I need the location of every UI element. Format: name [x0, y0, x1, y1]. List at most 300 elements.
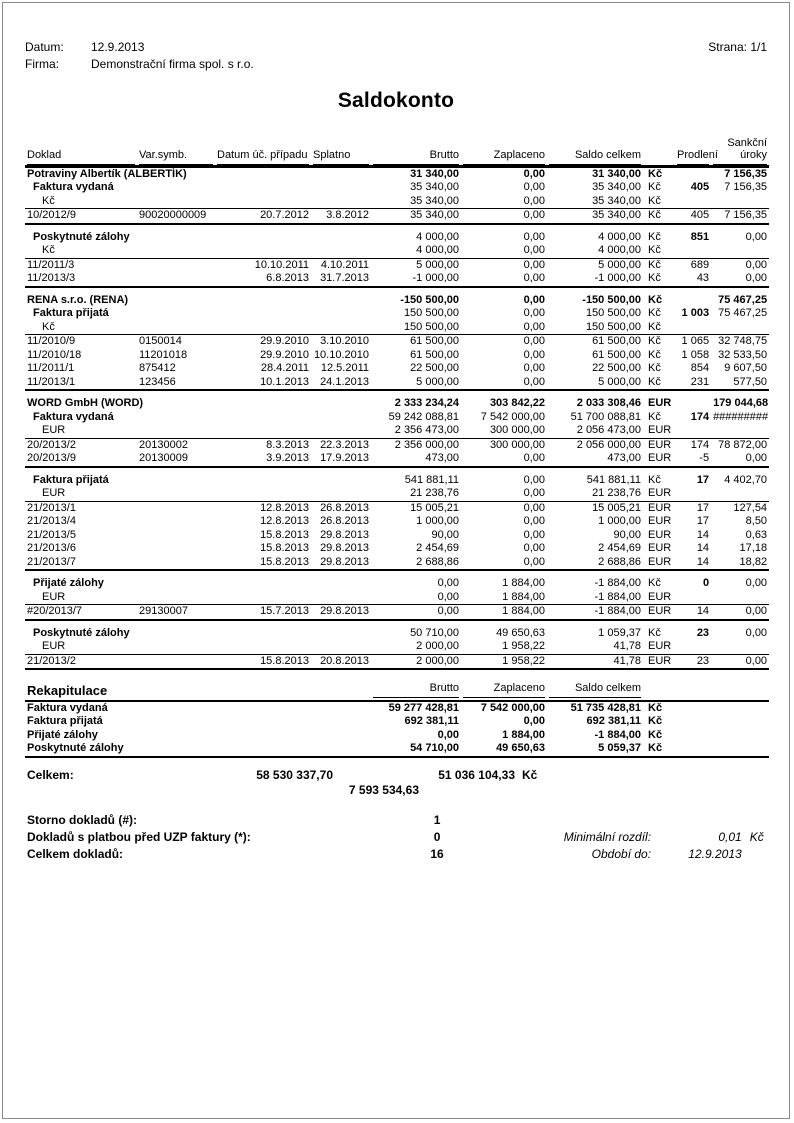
cell-saldo: 35 340,00	[547, 209, 643, 224]
table-row	[25, 654, 769, 669]
cell-uroky: 75 467,25	[718, 293, 768, 306]
table-row	[25, 321, 769, 335]
table-row	[25, 181, 769, 195]
cell-splatno: 22.3.2013	[311, 438, 371, 452]
cell-prodleni	[675, 424, 711, 438]
cell-mena: Kč	[643, 166, 675, 181]
cell-zaplaceno: 1 958,22	[461, 654, 547, 669]
cell-doklad: 10/2012/9	[25, 209, 137, 224]
cell-uroky: 0,00	[745, 577, 768, 589]
footer-row	[25, 812, 769, 829]
table-row	[25, 376, 769, 391]
table-row	[25, 294, 769, 308]
celkem-table	[25, 768, 769, 798]
cell-prodleni: 1 003	[681, 307, 710, 319]
cell-mena: EUR	[648, 542, 672, 554]
cell-label: Kč	[42, 244, 55, 256]
rekap-mena: Kč	[648, 728, 663, 741]
cell-zaplaceno: 0,00	[523, 307, 545, 319]
row-spacer	[25, 390, 769, 397]
cell-splatno: 3.10.2010	[311, 335, 371, 349]
cell-splatno: 12.5.2011	[320, 362, 369, 374]
rekapitulace-row	[25, 742, 769, 757]
cell-label: Faktura vydaná	[33, 181, 114, 193]
cell-zaplaceno: 1 884,00	[502, 577, 545, 589]
cell-datum: 10.1.2013	[215, 376, 311, 391]
cell-brutto: 4 000,00	[416, 230, 459, 243]
celkem-row-2	[25, 783, 769, 798]
cell-splatno: 29.8.2013	[311, 556, 371, 571]
footer-label: Storno dokladů (#):	[27, 812, 137, 827]
table-row	[25, 166, 769, 181]
cell-brutto: 2 000,00	[416, 640, 459, 652]
rekapitulace-row	[25, 729, 769, 743]
cell-zaplaceno: 0,00	[523, 293, 545, 306]
cell-brutto: 150 500,00	[403, 320, 459, 333]
table-row	[25, 577, 769, 591]
saldo-table-body	[25, 166, 769, 669]
cell-brutto: 35 340,00	[371, 209, 461, 224]
cell-doklad: 21/2013/4	[27, 515, 76, 527]
cell-uroky: 0,00	[745, 230, 768, 243]
cell-zaplaceno: 0,00	[523, 181, 545, 193]
table-row	[25, 209, 769, 224]
cell-saldo: 150 500,00	[585, 320, 641, 333]
cell-prodleni	[675, 487, 711, 501]
rekap-saldo: -1 884,00	[594, 728, 641, 741]
cell-prodleni: 17	[675, 501, 711, 515]
cell-doklad: 21/2013/1	[25, 501, 137, 515]
rekapitulace-row	[25, 715, 769, 729]
cell-zaplaceno: 0,00	[523, 542, 545, 554]
celkem-label: Celkem:	[27, 767, 74, 782]
table-row	[25, 487, 769, 501]
table-row	[25, 424, 769, 438]
cell-brutto: 150 500,00	[403, 307, 459, 319]
cell-brutto: 21 238,76	[410, 487, 459, 499]
cell-mena: Kč	[648, 307, 661, 319]
cell-prodleni: 174	[690, 410, 710, 423]
cell-mena: EUR	[643, 654, 675, 669]
cell-prodleni	[675, 397, 711, 411]
cell-brutto: 90,00	[431, 528, 459, 541]
rekap-brutto: 59 277 428,81	[388, 701, 459, 714]
celkem-row	[25, 768, 769, 783]
table-row	[25, 515, 769, 529]
table-row	[25, 529, 769, 543]
cell-prodleni	[675, 195, 711, 209]
cell-mena: Kč	[648, 577, 661, 589]
cell-brutto: 15 005,21	[371, 501, 461, 515]
firma-label: Firma:	[25, 57, 59, 71]
cell-uroky: 8,50	[745, 515, 768, 527]
cell-brutto: 61 500,00	[410, 348, 459, 361]
footer-note-mena	[744, 812, 769, 829]
cell-uroky: 32 748,75	[711, 335, 769, 349]
rekap-label: Faktura přijatá	[27, 715, 103, 727]
cell-saldo: -1 884,00	[594, 590, 641, 603]
cell-uroky: #########	[713, 410, 769, 423]
cell-datum: 15.8.2013	[215, 654, 311, 669]
rekap-brutto: 0,00	[437, 728, 459, 741]
cell-uroky: 179 044,68	[713, 397, 769, 409]
cell-uroky: 7 156,35	[724, 181, 768, 193]
cell-prodleni	[675, 294, 711, 308]
rekap-label: Faktura vydaná	[27, 701, 108, 714]
cell-uroky	[711, 321, 769, 335]
cell-brutto: 541 881,11	[404, 473, 459, 486]
cell-saldo: 15 005,21	[547, 501, 643, 515]
cell-uroky	[711, 424, 769, 438]
cell-label: RENA s.r.o. (RENA)	[27, 293, 129, 306]
cell-uroky: 0,00	[711, 654, 769, 669]
cell-saldo: 2 056 000,00	[547, 438, 643, 452]
cell-brutto: 35 340,00	[410, 181, 459, 193]
rekap-brutto: 692 381,11	[404, 715, 459, 727]
cell-zaplaceno: 1 958,22	[502, 640, 545, 652]
rekap-zaplaceno: 1 884,00	[502, 728, 545, 741]
col-header-doklad: Doklad	[27, 149, 135, 165]
cell-saldo: 150 500,00	[585, 307, 641, 319]
cell-uroky: 0,00	[711, 452, 769, 467]
table-row	[25, 258, 769, 272]
table-row	[25, 556, 769, 571]
cell-prodleni: 851	[690, 230, 710, 243]
cell-brutto: 2 356 473,00	[394, 424, 459, 436]
cell-saldo: 2 688,86	[547, 556, 643, 571]
cell-brutto: 31 340,00	[371, 166, 461, 181]
cell-brutto: 5 000,00	[371, 376, 461, 391]
cell-prodleni: 689	[675, 258, 711, 272]
cell-mena: Kč	[643, 258, 675, 272]
cell-datum: 8.3.2013	[215, 438, 311, 452]
cell-zaplaceno: 0,00	[523, 230, 545, 243]
cell-saldo: 2 033 308,46	[576, 397, 641, 409]
footer-count: 1	[433, 812, 441, 827]
rekap-saldo: 692 381,11	[586, 715, 641, 727]
cell-mena: Kč	[648, 181, 661, 193]
cell-saldo: -1 000,00	[547, 272, 643, 287]
cell-doklad: 20/2013/9	[25, 452, 137, 467]
cell-brutto: 61 500,00	[371, 335, 461, 349]
cell-zaplaceno: 303 842,22	[489, 397, 545, 409]
table-row	[25, 272, 769, 287]
cell-uroky: 577,50	[711, 376, 769, 391]
cell-brutto: 2 333 234,24	[394, 397, 459, 409]
cell-mena: Kč	[643, 335, 675, 349]
col-header-zaplaceno: Zaplaceno	[463, 149, 545, 165]
rekap-mena: Kč	[643, 742, 675, 757]
cell-brutto: 0,00	[437, 577, 459, 589]
rekapitulace-header-row	[25, 682, 769, 701]
cell-zaplaceno: 0,00	[461, 335, 547, 349]
cell-mena: EUR	[643, 605, 675, 620]
cell-doklad: 11/2010/18	[27, 348, 82, 361]
cell-zaplaceno: 0,00	[461, 272, 547, 287]
cell-mena: EUR	[643, 452, 675, 467]
cell-prodleni: 231	[675, 376, 711, 391]
cell-doklad: 21/2013/7	[25, 556, 137, 571]
cell-mena: Kč	[648, 362, 661, 374]
row-spacer	[25, 570, 769, 577]
table-row	[25, 244, 769, 258]
cell-saldo: 5 000,00	[547, 258, 643, 272]
page-header	[25, 39, 767, 73]
cell-brutto: 59 242 088,81	[388, 410, 459, 423]
footer-note-label	[484, 812, 653, 829]
footer-note-value	[653, 812, 744, 829]
cell-prodleni	[675, 591, 711, 605]
cell-zaplaceno: 0,00	[523, 473, 545, 486]
table-row	[25, 335, 769, 349]
table-row	[25, 591, 769, 605]
cell-saldo: 51 700 088,81	[570, 410, 641, 423]
cell-datum: 15.8.2013	[260, 528, 309, 541]
cell-label: Faktura vydaná	[33, 410, 114, 423]
cell-mena: EUR	[643, 556, 675, 571]
rekap-mena: Kč	[648, 701, 663, 714]
cell-varsymb	[137, 272, 215, 287]
footer-row	[25, 846, 769, 863]
cell-datum: 29.9.2010	[260, 348, 309, 361]
cell-saldo: 35 340,00	[592, 181, 641, 193]
datum-value: 12.9.2013	[91, 40, 145, 54]
cell-saldo: 41,78	[613, 640, 641, 652]
report-title: Saldokonto	[337, 89, 455, 112]
cell-zaplaceno: 0,00	[461, 209, 547, 224]
cell-zaplaceno: 49 650,63	[496, 626, 545, 639]
cell-brutto: 5 000,00	[371, 258, 461, 272]
cell-prodleni	[675, 244, 711, 258]
rekap-zaplaceno: 7 542 000,00	[480, 701, 545, 714]
cell-doklad: 20/2013/2	[25, 438, 137, 452]
cell-varsymb: 0150014	[137, 335, 215, 349]
cell-uroky	[711, 195, 769, 209]
header-row-sankcni	[25, 137, 769, 149]
cell-prodleni: -5	[675, 452, 711, 467]
table-row	[25, 605, 769, 620]
cell-uroky: 75 467,25	[718, 307, 768, 319]
rekap-mena: Kč	[648, 715, 663, 727]
table-row	[25, 501, 769, 515]
cell-varsymb: 123456	[137, 376, 215, 391]
cell-doklad: 11/2011/3	[25, 258, 137, 272]
cell-label: Poskytnuté zálohy	[33, 626, 130, 639]
cell-varsymb: 875412	[139, 362, 176, 374]
cell-label: Kč	[42, 320, 55, 333]
cell-mena: Kč	[643, 209, 675, 224]
cell-varsymb	[137, 542, 215, 556]
col-header-prodleni: Prodlení	[677, 149, 709, 165]
cell-brutto: 35 340,00	[410, 194, 459, 207]
cell-mena: EUR	[648, 528, 672, 541]
cell-zaplaceno: 1 884,00	[502, 590, 545, 603]
cell-prodleni: 23	[675, 654, 711, 669]
cell-saldo: 31 340,00	[547, 166, 643, 181]
cell-zaplaceno: 0,00	[523, 244, 545, 256]
table-row	[25, 438, 769, 452]
cell-mena: EUR	[648, 590, 672, 603]
cell-label: Poskytnuté zálohy	[33, 230, 130, 243]
cell-uroky: 32 533,50	[718, 348, 768, 361]
cell-mena: Kč	[648, 230, 661, 243]
cell-varsymb: 20130009	[137, 452, 215, 467]
cell-uroky: 78 872,00	[711, 438, 769, 452]
footer-note-mena	[744, 846, 769, 863]
cell-varsymb: 29130007	[137, 605, 215, 620]
cell-zaplaceno: 1 884,00	[461, 605, 547, 620]
cell-prodleni: 14	[675, 605, 711, 620]
cell-saldo: -150 500,00	[582, 293, 641, 306]
cell-uroky: 0,00	[745, 626, 768, 639]
cell-zaplaceno: 0,00	[461, 501, 547, 515]
cell-saldo: 35 340,00	[592, 194, 641, 207]
col-header-saldo: Saldo celkem	[549, 149, 641, 165]
col-header-datum: Datum úč. případu	[217, 149, 309, 165]
footer-summary	[25, 812, 769, 863]
cell-splatno: 3.8.2012	[311, 209, 371, 224]
cell-varsymb	[137, 556, 215, 571]
table-row	[25, 474, 769, 488]
cell-splatno: 26.8.2013	[311, 501, 371, 515]
firma-value: Demonstrační firma spol. s r.o.	[91, 57, 254, 71]
cell-varsymb	[137, 529, 215, 543]
celkem-saldo: 51 036 104,33	[438, 767, 515, 782]
footer-count: 0	[433, 829, 441, 844]
cell-uroky: 127,54	[711, 501, 769, 515]
cell-label: WORD GmbH (WORD)	[27, 397, 144, 409]
col-header-splatno: Splatno	[313, 149, 369, 165]
footer-count: 16	[430, 846, 444, 861]
cell-doklad: 11/2010/9	[25, 335, 137, 349]
cell-uroky: 0,00	[711, 258, 769, 272]
table-row	[25, 397, 769, 411]
cell-zaplaceno: 0,00	[523, 362, 545, 374]
cell-datum: 15.7.2013	[215, 605, 311, 620]
row-spacer	[25, 467, 769, 474]
table-row	[25, 195, 769, 209]
cell-doklad: 21/2013/6	[27, 542, 76, 554]
footer-note-label: Minimální rozdíl:	[563, 829, 652, 844]
cell-label: Potraviny Albertík (ALBERTÍK)	[25, 166, 371, 181]
cell-mena: EUR	[643, 438, 675, 452]
cell-doklad: 11/2011/1	[27, 362, 75, 374]
cell-prodleni: 0	[702, 577, 710, 589]
cell-mena: Kč	[648, 244, 661, 256]
cell-prodleni: 405	[675, 209, 711, 224]
cell-mena: EUR	[648, 640, 672, 652]
cell-varsymb	[137, 258, 215, 272]
footer-note-mena: Kč	[749, 829, 764, 844]
cell-uroky	[711, 591, 769, 605]
cell-datum: 10.10.2011	[215, 258, 311, 272]
cell-varsymb	[137, 654, 215, 669]
cell-prodleni: 14	[696, 542, 710, 554]
rekap-saldo: 5 059,37	[547, 742, 643, 757]
cell-prodleni: 405	[690, 181, 710, 193]
cell-zaplaceno: 300 000,00	[489, 424, 545, 436]
table-row	[25, 231, 769, 245]
cell-mena: Kč	[643, 272, 675, 287]
row-spacer	[25, 224, 769, 231]
saldo-table-header	[25, 137, 769, 166]
rekap-saldo: 51 735 428,81	[570, 701, 641, 714]
cell-saldo: -1 884,00	[594, 577, 641, 589]
header-row-labels	[25, 149, 769, 166]
cell-zaplaceno: 0,00	[461, 258, 547, 272]
table-row	[25, 452, 769, 467]
rekapitulace-body	[25, 701, 769, 757]
cell-prodleni: 1 058	[681, 348, 710, 361]
cell-label: EUR	[42, 487, 66, 499]
cell-zaplaceno: 7 542 000,00	[480, 410, 545, 423]
rekap-brutto: 54 710,00	[371, 742, 461, 757]
cell-datum: 28.4.2011	[260, 362, 309, 374]
cell-brutto: 2 356 000,00	[371, 438, 461, 452]
cell-brutto: 4 000,00	[416, 244, 459, 256]
saldo-table	[25, 137, 769, 670]
cell-zaplaceno: 0,00	[461, 376, 547, 391]
celkem-zaplaceno-line2: 7 593 534,63	[348, 782, 419, 797]
cell-uroky: 7 156,35	[711, 166, 769, 181]
cell-uroky: 0,00	[711, 272, 769, 287]
cell-saldo: 61 500,00	[547, 335, 643, 349]
rekap-header-saldo: Saldo celkem	[549, 682, 641, 698]
cell-mena: Kč	[648, 348, 661, 361]
cell-prodleni: 14	[696, 528, 710, 541]
cell-datum: 6.8.2013	[215, 272, 311, 287]
rekap-filler	[675, 729, 769, 743]
cell-saldo: 5 000,00	[547, 376, 643, 391]
cell-varsymb	[137, 515, 215, 529]
rekap-zaplaceno: 0,00	[523, 715, 545, 727]
cell-label: EUR	[42, 640, 66, 652]
cell-splatno: 17.9.2013	[311, 452, 371, 467]
table-row	[25, 362, 769, 376]
footer-row	[25, 829, 769, 846]
cell-splatno: 26.8.2013	[320, 515, 369, 527]
cell-zaplaceno: 0,00	[461, 166, 547, 181]
col-header-sankcni: Sankční	[727, 137, 768, 149]
cell-splatno: 10.10.2010	[313, 348, 369, 361]
cell-datum: 20.7.2012	[215, 209, 311, 224]
cell-zaplaceno: 300 000,00	[461, 438, 547, 452]
cell-uroky	[711, 244, 769, 258]
cell-uroky: 0,00	[711, 605, 769, 620]
cell-brutto: -1 000,00	[371, 272, 461, 287]
cell-saldo: 4 000,00	[598, 244, 641, 256]
col-header-uroky: úroky	[713, 149, 767, 165]
cell-label: Faktura přijatá	[33, 307, 109, 319]
strana-label: Strana:	[708, 40, 747, 54]
cell-saldo: 1 059,37	[598, 626, 641, 639]
cell-prodleni: 854	[690, 362, 710, 374]
cell-datum: 3.9.2013	[215, 452, 311, 467]
cell-mena: Kč	[643, 376, 675, 391]
cell-saldo: -1 884,00	[547, 605, 643, 620]
cell-saldo: 21 238,76	[592, 487, 641, 499]
cell-datum: 12.8.2013	[215, 501, 311, 515]
cell-brutto: 22 500,00	[410, 362, 459, 374]
cell-uroky: 4 402,70	[724, 473, 768, 486]
cell-zaplaceno: 0,00	[523, 320, 545, 333]
cell-varsymb: 20130002	[137, 438, 215, 452]
cell-brutto: 1 000,00	[416, 515, 459, 527]
cell-prodleni	[675, 166, 711, 181]
report-page	[2, 2, 790, 1119]
cell-mena: Kč	[648, 320, 661, 333]
cell-mena: Kč	[648, 626, 661, 639]
